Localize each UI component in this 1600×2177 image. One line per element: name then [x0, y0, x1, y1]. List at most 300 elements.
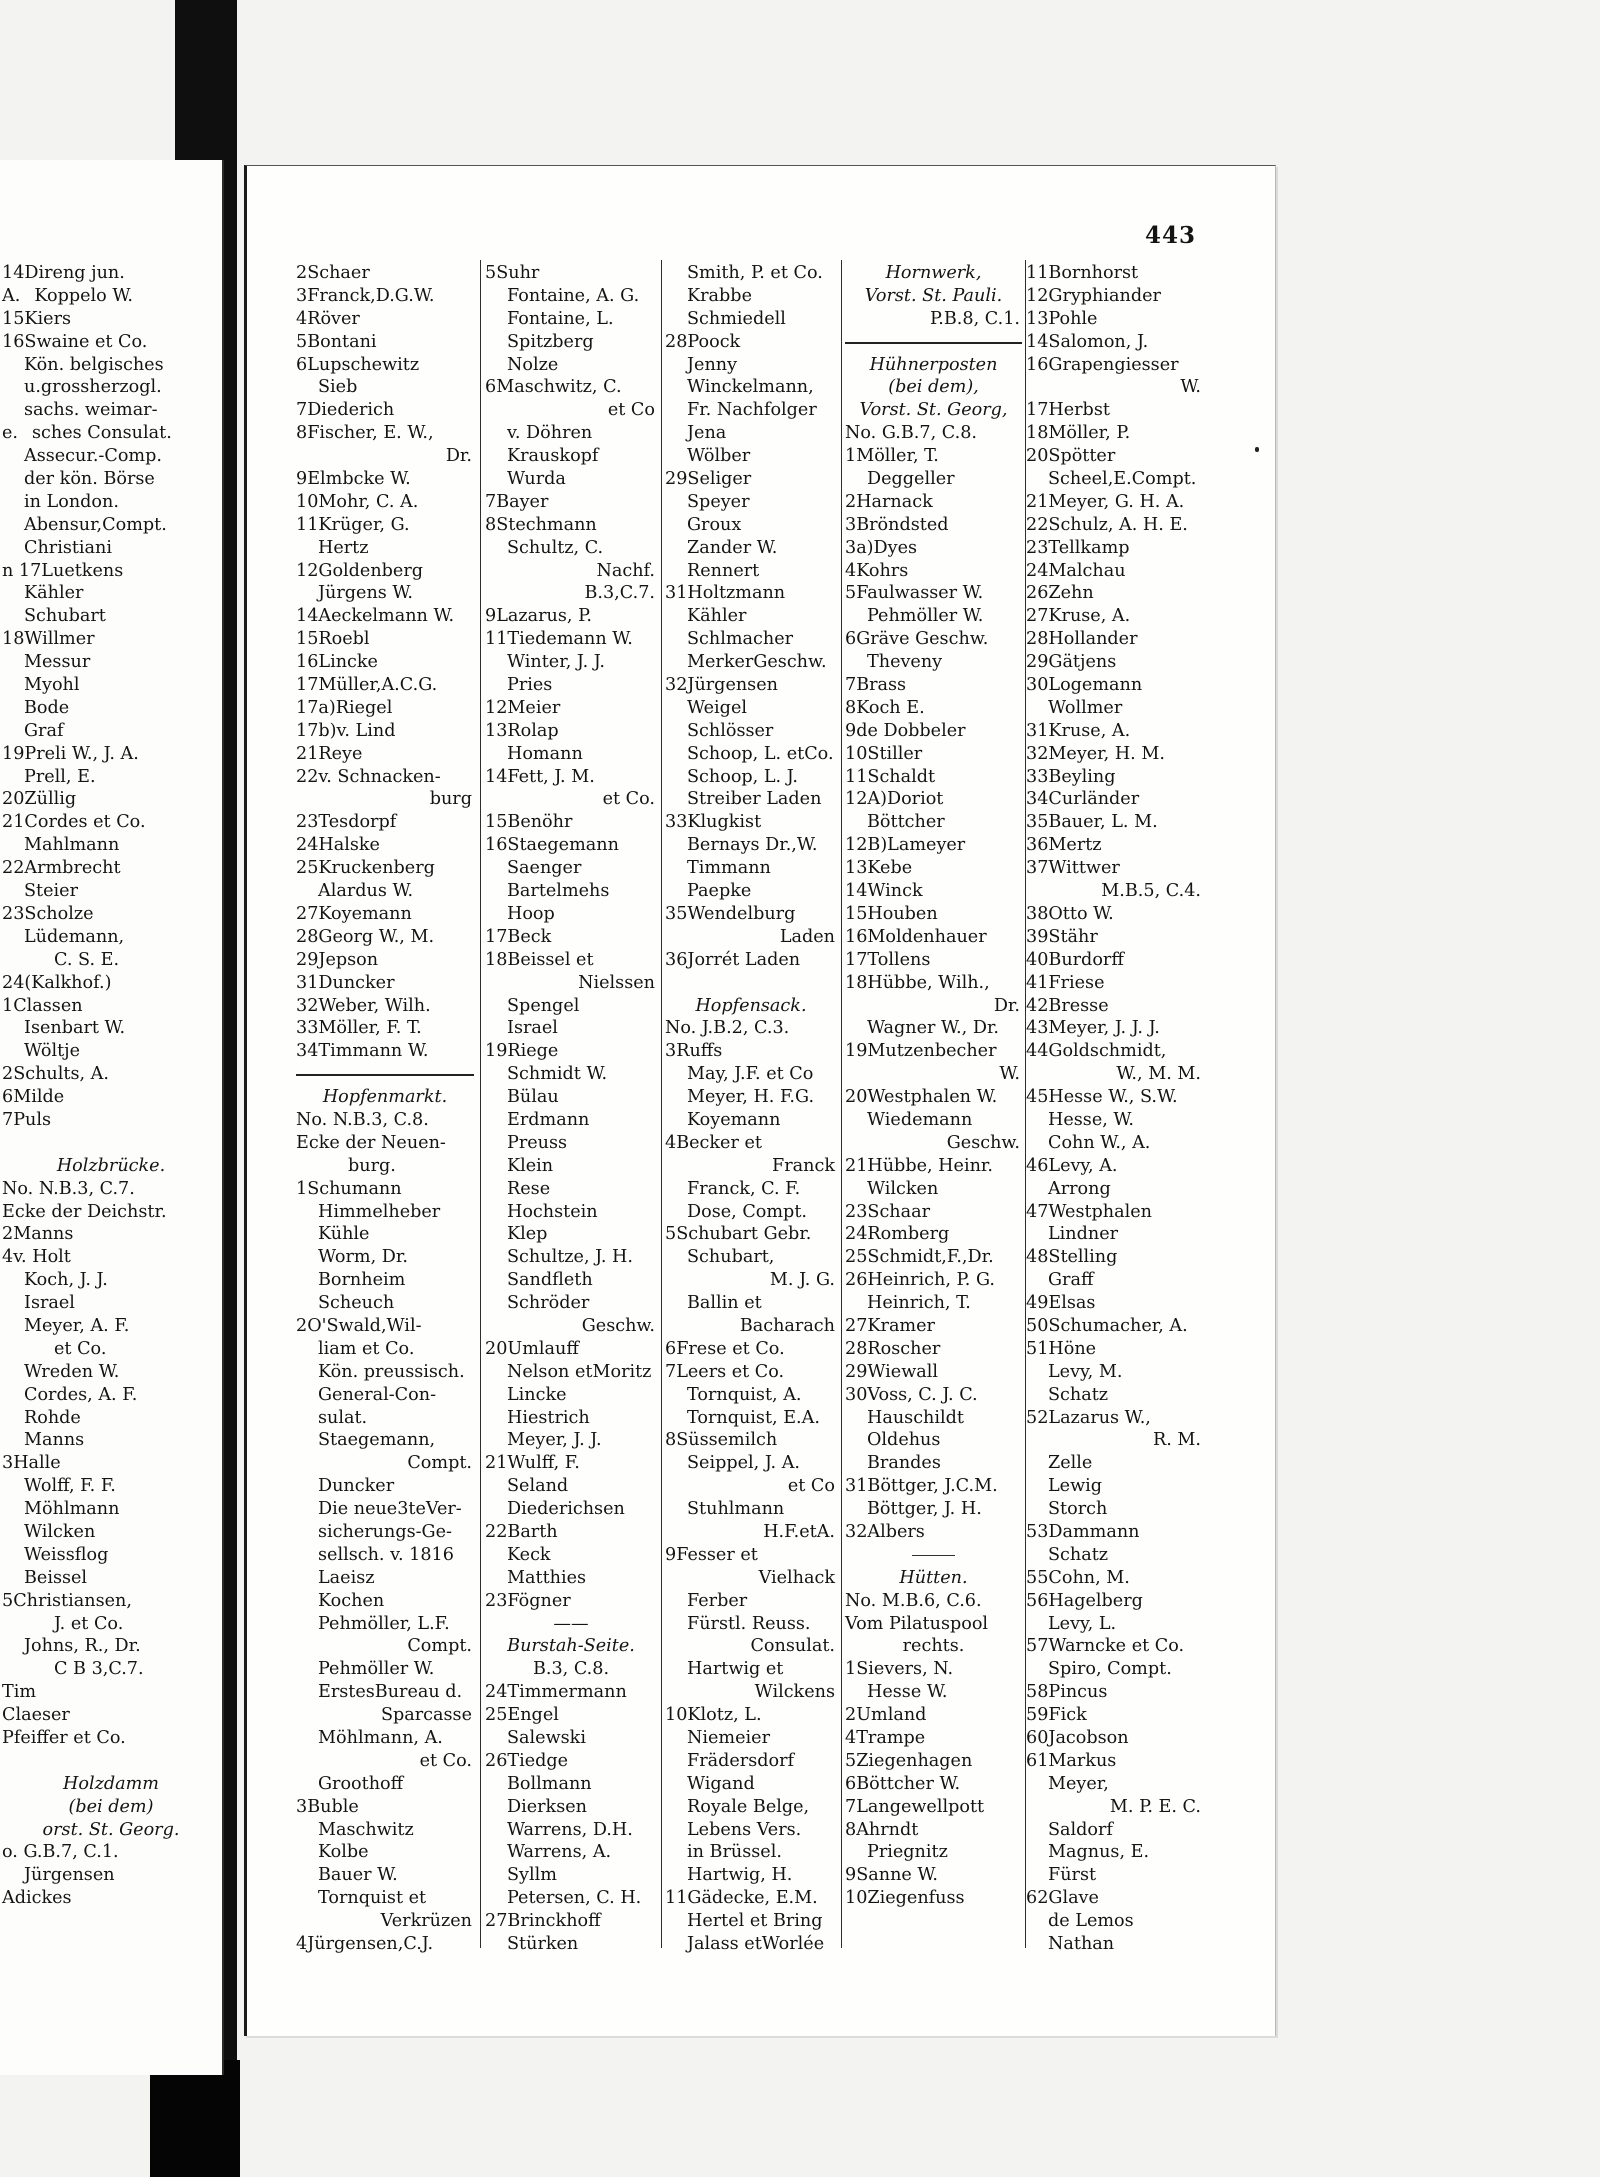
entry-continuation: Schatz: [1048, 1544, 1109, 1565]
directory-entry: 23Tellkamp: [1026, 537, 1130, 558]
entry-continuation: Bartelmehs: [507, 881, 610, 902]
directory-entry: 24(Kalkhof.): [2, 972, 112, 993]
directory-entry: 3Bröndsted: [845, 514, 949, 535]
directory-entry: 29Jepson: [296, 949, 379, 970]
entry-continuation: Magnus, E.: [1048, 1842, 1150, 1863]
entry-continuation: Steier: [24, 881, 78, 902]
entry-continuation: Wurda: [507, 469, 566, 490]
directory-entry: 10Mohr, C. A.: [296, 491, 419, 512]
directory-entry: 21Meyer, G. H. A.: [1026, 491, 1185, 512]
entry-continuation: Stürken: [507, 1934, 579, 1955]
entry-continuation: Theveny: [867, 652, 943, 673]
entry-continuation: Compt.: [407, 1636, 472, 1657]
directory-entry: 52Lazarus W.,: [1026, 1407, 1151, 1428]
entry-continuation: Kochen: [318, 1590, 385, 1611]
entry-continuation: Hertz: [318, 537, 369, 558]
section-rule: [845, 331, 1022, 354]
directory-entry: 26Heinrich, P. G.: [845, 1270, 995, 1291]
directory-entry: 6Gräve Geschw.: [845, 629, 989, 650]
entry-continuation: Lincke: [507, 1384, 567, 1405]
directory-entry: 15Benöhr: [485, 812, 573, 833]
directory-entry: 15Kiers: [2, 308, 72, 329]
directory-entry: 5Bontani: [296, 331, 377, 352]
entry-continuation: Prell, E.: [24, 766, 96, 787]
entry-continuation: Levy, M.: [1048, 1361, 1123, 1382]
entry-continuation: Smith, P. et Co.: [687, 263, 823, 283]
entry-continuation: sachs. weimar-: [24, 400, 158, 421]
entry-continuation: Kühle: [318, 1224, 370, 1245]
entry-continuation: Spiro, Compt.: [1048, 1659, 1172, 1680]
directory-entry: Ecke der Neuen-: [296, 1132, 446, 1153]
entry-continuation: Dr.: [445, 446, 472, 467]
entry-continuation: Schoop, L. J.: [687, 766, 799, 787]
entry-continuation: Pehmöller W.: [318, 1659, 435, 1680]
entry-continuation: Krauskopf: [507, 446, 599, 467]
directory-entry: 24Romberg: [845, 1224, 950, 1245]
entry-continuation: Jalass etWorlée: [687, 1934, 825, 1955]
directory-entry: 2O'Swald,Wil-: [296, 1315, 422, 1336]
entry-continuation: Frädersdorf: [687, 1750, 794, 1771]
entry-continuation: Pehmöller W.: [867, 606, 984, 627]
ink-speck: [1255, 447, 1259, 452]
directory-entry: 4Kohrs: [845, 560, 909, 581]
entry-continuation: Böttcher: [867, 812, 945, 833]
entry-continuation: Nielssen: [578, 972, 655, 993]
directory-entry: 20Züllig: [2, 789, 77, 810]
entry-continuation: Worm, Dr.: [318, 1247, 408, 1268]
directory-entry: 8Ahrndt: [845, 1819, 919, 1840]
entry-name: sches Consulat.: [32, 423, 172, 444]
entry-continuation: Messur: [24, 652, 91, 673]
entry-continuation: in Brüssel.: [687, 1842, 782, 1863]
entry-continuation: J. et Co.: [54, 1613, 124, 1634]
directory-entry: 4Jürgensen,C.J.: [296, 1934, 434, 1955]
directory-entry: No. N.B.3, C.8.: [296, 1109, 429, 1130]
directory-entry: 1Möller, T.: [845, 446, 939, 467]
directory-entry: 26Zehn: [1026, 583, 1094, 604]
entry-continuation: R. M.: [1152, 1430, 1201, 1451]
directory-entry: 2Schaer: [296, 263, 370, 283]
entry-continuation: Böttger, J. H.: [867, 1499, 982, 1520]
directory-entry: 1Classen: [2, 995, 83, 1016]
entry-continuation: Schlösser: [687, 720, 774, 741]
entry-continuation: Meyer,: [1048, 1773, 1109, 1794]
directory-entry: 41Friese: [1026, 972, 1105, 993]
entry-continuation: Dr.: [993, 995, 1020, 1016]
directory-entry: [2, 422, 220, 445]
street-heading: orst. St. Georg.: [42, 1819, 180, 1840]
directory-entry: 21Cordes et Co.: [2, 812, 146, 833]
directory-entry: Adickes: [2, 1888, 72, 1909]
directory-entry: 60Jacobson: [1026, 1728, 1129, 1748]
entry-continuation: Geschw.: [946, 1132, 1020, 1153]
directory-entry: 29Wiewall: [845, 1361, 939, 1382]
directory-entry: 4Röver: [296, 308, 360, 329]
entry-continuation: Abensur,Compt.: [24, 514, 167, 535]
entry-continuation: Deggeller: [867, 469, 955, 490]
section-note: rechts.: [902, 1636, 965, 1657]
entry-continuation: Schoop, L. etCo.: [687, 743, 834, 764]
entry-continuation: Stuhlmann: [687, 1499, 785, 1520]
spacer: [2, 1132, 220, 1155]
entry-continuation: Dose, Compt.: [687, 1201, 807, 1222]
directory-entry: 34Timmann W.: [296, 1041, 429, 1062]
spacer: [665, 972, 837, 995]
entry-continuation: Consulat.: [750, 1636, 835, 1657]
entry-continuation: Wilcken: [24, 1521, 96, 1542]
entry-continuation: Fürstl. Reuss.: [687, 1613, 811, 1634]
directory-entry: 24Timmermann: [485, 1682, 627, 1703]
entry-continuation: Nachf.: [596, 560, 655, 581]
directory-entry: 39Stähr: [1026, 926, 1098, 947]
directory-entry: 22v. Schnacken-: [296, 766, 441, 787]
directory-entry: 13Kebe: [845, 858, 913, 879]
entry-continuation: Paepke: [687, 881, 752, 902]
entry-continuation: M.B.5, C.4.: [1101, 881, 1201, 902]
entry-continuation: Wolff, F. F.: [24, 1476, 116, 1497]
entry-continuation: Preuss: [507, 1132, 568, 1153]
entry-continuation: W.: [1180, 377, 1201, 398]
entry-continuation: Pries: [507, 675, 553, 696]
directory-entry: 18Beissel et: [485, 949, 594, 970]
column-3: [665, 262, 837, 1956]
directory-entry: 21Reye: [296, 743, 363, 764]
directory-entry: 11Tiedemann W.: [485, 629, 633, 650]
entry-continuation: Bollmann: [507, 1773, 592, 1794]
book-gutter-shadow-bottom: [150, 2060, 240, 2177]
entry-continuation: P.B.8, C.1.: [930, 308, 1020, 329]
directory-entry: 49Elsas: [1026, 1293, 1096, 1314]
directory-entry: 25Kruckenberg: [296, 858, 435, 879]
directory-entry: 47Westphalen: [1026, 1201, 1152, 1222]
directory-entry: 6Lupschewitz: [296, 354, 420, 375]
entry-continuation: Bernays Dr.,W.: [687, 835, 818, 856]
entry-continuation: Schmiedell: [687, 308, 786, 329]
entry-continuation: Fontaine, A. G.: [507, 285, 640, 306]
entry-continuation: C. S. E.: [54, 949, 120, 970]
directory-entry: 6Milde: [2, 1087, 65, 1108]
directory-entry: 26Tiedge: [485, 1750, 569, 1771]
entry-continuation: burg: [429, 789, 472, 810]
section-rule: [845, 1544, 1022, 1567]
entry-continuation: Kolbe: [318, 1842, 369, 1863]
entry-continuation: Rohde: [24, 1407, 81, 1428]
directory-entry: 33Beyling: [1026, 766, 1116, 787]
directory-entry: 9Sanne W.: [845, 1865, 939, 1886]
entry-continuation: Beissel: [24, 1567, 88, 1588]
entry-continuation: Scheel,E.Compt.: [1048, 469, 1197, 490]
directory-entry: 10Klotz, L.: [665, 1705, 762, 1726]
entry-continuation: Mahlmann: [24, 835, 120, 856]
directory-entry: 27Koyemann: [296, 903, 412, 924]
entry-continuation: der kön. Börse: [24, 469, 155, 490]
directory-entry: 19Mutzenbecher: [845, 1041, 997, 1062]
section-rule: [296, 1063, 474, 1086]
directory-entry: [2, 285, 220, 308]
directory-entry: 32Meyer, H. M.: [1026, 743, 1165, 764]
directory-entry: 37Wittwer: [1026, 858, 1120, 879]
entry-fragment: A.: [2, 285, 21, 306]
page-number: 443: [1145, 222, 1197, 249]
street-heading: Burstah-Seite.: [507, 1636, 635, 1657]
directory-entry: 40Burdorff: [1026, 949, 1124, 970]
directory-entry: 16Swaine et Co.: [2, 331, 148, 352]
entry-continuation: B.3,C.7.: [584, 583, 655, 604]
directory-entry: 23Schaar: [845, 1201, 931, 1222]
entry-continuation: Franck: [772, 1155, 835, 1176]
directory-entry: 18Möller, P.: [1026, 423, 1131, 444]
directory-entry: 28Hollander: [1026, 629, 1138, 650]
directory-entry: 7Puls: [2, 1109, 52, 1130]
directory-entry: 43Meyer, J. J. J.: [1026, 1018, 1160, 1039]
street-heading: Hornwerk,: [885, 263, 982, 283]
entry-continuation: de Lemos: [1048, 1911, 1134, 1932]
entry-continuation: Hochstein: [507, 1201, 598, 1222]
entry-continuation: Isenbart W.: [24, 1018, 126, 1039]
entry-continuation: Sieb: [318, 377, 358, 398]
directory-entry: 12A)Doriot: [845, 789, 944, 810]
entry-continuation: Warrens, A.: [507, 1842, 612, 1863]
street-heading: Vorst. St. Pauli.: [864, 285, 1003, 306]
directory-entry: 34Curländer: [1026, 789, 1140, 810]
directory-entry: 10Ziegenfuss: [845, 1888, 965, 1909]
entry-continuation: Hoop: [507, 903, 555, 924]
column-divider: [480, 260, 481, 1948]
directory-entry: 42Bresse: [1026, 995, 1109, 1016]
directory-entry: 19Riege: [485, 1041, 559, 1062]
directory-entry: 53Dammann: [1026, 1521, 1140, 1542]
entry-continuation: Brandes: [867, 1453, 941, 1474]
entry-continuation: sulat.: [318, 1407, 368, 1428]
entry-continuation: Wölber: [687, 446, 751, 467]
entry-continuation: W., M. M.: [1116, 1064, 1201, 1085]
column-divider: [841, 260, 842, 1948]
entry-continuation: Groothoff: [318, 1773, 404, 1794]
directory-entry: 23Tesdorpf: [296, 812, 397, 833]
directory-entry: 3a)Dyes: [845, 537, 918, 558]
entry-continuation: Fürst: [1048, 1865, 1097, 1886]
directory-entry: 17a)Riegel: [296, 697, 393, 718]
entry-continuation: Koch, J. J.: [24, 1270, 108, 1291]
directory-entry: 2Manns: [2, 1224, 74, 1245]
entry-continuation: Israel: [507, 1018, 558, 1039]
entry-continuation: et Co: [787, 1476, 835, 1497]
spacer: [2, 1750, 220, 1773]
entry-continuation: Koyemann: [687, 1109, 781, 1130]
entry-continuation: W.: [999, 1064, 1020, 1085]
entry-continuation: Myohl: [24, 675, 80, 696]
directory-entry: 55Cohn, M.: [1026, 1567, 1130, 1588]
street-heading: Vorst. St. Georg,: [859, 400, 1008, 421]
directory-entry: 21Hübbe, Heinr.: [845, 1155, 993, 1176]
entry-continuation: Cohn W., A.: [1048, 1132, 1151, 1153]
entry-continuation: Nelson etMoritz: [507, 1361, 652, 1382]
directory-entry: 38Otto W.: [1026, 903, 1114, 924]
entry-continuation: Fontaine, L.: [507, 308, 614, 329]
directory-entry: 45Hesse W., S.W.: [1026, 1087, 1178, 1108]
directory-entry: 20Spötter: [1026, 446, 1116, 467]
directory-entry: 15Roebl: [296, 629, 370, 650]
directory-entry: 27Kramer: [845, 1315, 935, 1336]
entry-continuation: Storch: [1048, 1499, 1108, 1520]
directory-entry: 2Umland: [845, 1705, 927, 1726]
directory-entry: 21Wulff, F.: [485, 1453, 580, 1474]
entry-fragment: e.: [2, 423, 19, 444]
entry-continuation: Möhlmann: [24, 1499, 120, 1520]
directory-entry: 14Winck: [845, 881, 923, 902]
directory-entry: 8Fischer, E. W.,: [296, 423, 434, 444]
entry-continuation: Tornquist, A.: [687, 1384, 802, 1405]
entry-continuation: Keck: [507, 1544, 551, 1565]
directory-entry: 46Levy, A.: [1026, 1155, 1118, 1176]
entry-continuation: Assecur.-Comp.: [24, 446, 162, 467]
directory-entry: 23Fögner: [485, 1590, 571, 1611]
entry-continuation: Petersen, C. H.: [507, 1888, 642, 1909]
directory-entry: 14Salomon, J.: [1026, 331, 1149, 352]
entry-continuation: Wilcken: [867, 1178, 939, 1199]
entry-continuation: v. Döhren: [507, 423, 593, 444]
entry-continuation: Homann: [507, 743, 583, 764]
entry-continuation: Zelle: [1048, 1453, 1093, 1474]
entry-continuation: Rese: [507, 1178, 551, 1199]
entry-name: Koppelo W.: [34, 285, 133, 306]
directory-entry: 29Seliger: [665, 469, 752, 490]
column-2: [485, 262, 657, 1956]
directory-entry: 2Schults, A.: [2, 1064, 109, 1085]
entry-continuation: Fr. Nachfolger: [687, 400, 817, 421]
directory-entry: 28Georg W., M.: [296, 926, 435, 947]
entry-continuation: Spengel: [507, 995, 580, 1016]
street-heading: Hopfensack.: [695, 995, 807, 1016]
entry-continuation: Sandfleth: [507, 1270, 593, 1291]
entry-continuation: Jürgensen: [24, 1865, 115, 1886]
column-divider: [661, 260, 662, 1948]
directory-entry: 59Fick: [1026, 1705, 1087, 1726]
entry-continuation: Schultz, C.: [507, 537, 604, 558]
entry-continuation: Hesse, W.: [1048, 1109, 1135, 1130]
directory-entry: 12B)Lameyer: [845, 835, 966, 856]
entry-continuation: Lindner: [1048, 1224, 1119, 1245]
entry-continuation: Duncker: [318, 1476, 395, 1497]
entry-continuation: Saenger: [507, 858, 582, 879]
directory-entry: 11Krüger, G.: [296, 514, 410, 535]
entry-continuation: Dierksen: [507, 1796, 587, 1817]
directory-entry: 9de Dobbeler: [845, 720, 966, 741]
entry-continuation: Cordes, A. F.: [24, 1384, 138, 1405]
directory-entry: No. M.B.6, C.6.: [845, 1590, 982, 1611]
entry-continuation: Wreden W.: [24, 1361, 120, 1382]
directory-entry: 25Engel: [485, 1705, 559, 1726]
entry-continuation: Hiestrich: [507, 1407, 590, 1428]
entry-continuation: Lebens Vers.: [687, 1819, 802, 1840]
entry-continuation: Schröder: [507, 1293, 590, 1314]
directory-entry: 16Lincke: [296, 652, 378, 673]
entry-continuation: Royale Belge,: [687, 1796, 810, 1817]
directory-entry: No. G.B.7, C.8.: [845, 423, 977, 444]
column-0: [2, 262, 220, 1910]
entry-continuation: Bauer W.: [318, 1865, 398, 1886]
directory-entry: 30Voss, C. J. C.: [845, 1384, 978, 1405]
entry-continuation: Graff: [1048, 1270, 1094, 1291]
entry-continuation: Arrong: [1048, 1178, 1111, 1199]
street-heading: (bei dem): [68, 1796, 154, 1817]
directory-entry: 4Becker et: [665, 1132, 762, 1153]
entry-continuation: Johns, R., Dr.: [24, 1636, 141, 1657]
section-note: ——: [553, 1613, 589, 1634]
entry-continuation: Ballin et: [687, 1293, 762, 1314]
entry-continuation: Priegnitz: [867, 1842, 948, 1863]
directory-entry: Tim: [2, 1682, 37, 1703]
entry-continuation: ErstesBureau d.: [318, 1682, 463, 1703]
entry-continuation: Franck, C. F.: [687, 1178, 801, 1199]
entry-continuation: Speyer: [687, 491, 750, 512]
entry-continuation: Verkrüzen: [380, 1911, 472, 1932]
entry-continuation: Kön. belgisches: [24, 354, 164, 375]
entry-continuation: M. P. E. C.: [1109, 1796, 1201, 1817]
entry-continuation: General-Con-: [318, 1384, 437, 1405]
entry-continuation: Hartwig et: [687, 1659, 784, 1680]
entry-continuation: Klep: [507, 1224, 548, 1245]
entry-continuation: Lüdemann,: [24, 926, 125, 947]
directory-entry: 29Gätjens: [1026, 652, 1117, 673]
entry-continuation: Hesse W.: [867, 1682, 948, 1703]
entry-continuation: Vielhack: [758, 1567, 835, 1588]
entry-continuation: Alardus W.: [318, 881, 414, 902]
directory-entry: Claeser: [2, 1705, 70, 1726]
entry-continuation: Bacharach: [739, 1315, 835, 1336]
directory-entry: 31Duncker: [296, 972, 395, 993]
directory-entry: No. J.B.2, C.3.: [665, 1018, 790, 1039]
directory-entry: 14Fett, J. M.: [485, 766, 595, 787]
entry-continuation: Weigel: [687, 697, 747, 718]
directory-entry: 36Jorrét Laden: [665, 949, 801, 970]
entry-continuation: Israel: [24, 1293, 75, 1314]
directory-entry: 14Direng jun.: [2, 263, 125, 283]
entry-continuation: Salewski: [507, 1728, 586, 1748]
directory-entry: 32Weber, Wilh.: [296, 995, 431, 1016]
entry-continuation: Christiani: [24, 537, 113, 558]
directory-entry: 6Frese et Co.: [665, 1338, 785, 1359]
directory-entry: 31Holtzmann: [665, 583, 786, 604]
directory-entry: No. N.B.3, C.7.: [2, 1178, 135, 1199]
entry-continuation: Lewig: [1048, 1476, 1103, 1497]
directory-entry: 7Bayer: [485, 491, 549, 512]
directory-entry: 17Beck: [485, 926, 552, 947]
entry-continuation: Bülau: [507, 1087, 559, 1108]
entry-continuation: Spitzberg: [507, 331, 594, 352]
directory-entry: 28Poock: [665, 331, 741, 352]
entry-continuation: Levy, L.: [1048, 1613, 1117, 1634]
entry-continuation: sellsch. v. 1816: [318, 1544, 454, 1565]
directory-entry: 62Glave: [1026, 1888, 1099, 1909]
directory-entry: 23Scholze: [2, 903, 94, 924]
entry-continuation: Seippel, J. A.: [687, 1453, 801, 1474]
directory-entry: 31Böttger, J.C.M.: [845, 1476, 998, 1497]
directory-entry: 44Goldschmidt,: [1026, 1041, 1167, 1062]
directory-entry: 2Harnack: [845, 491, 933, 512]
entry-continuation: et Co.: [602, 789, 655, 810]
directory-entry: 27Kruse, A.: [1026, 606, 1131, 627]
street-heading: Hopfenmarkt.: [322, 1087, 448, 1108]
entry-continuation: Wöltje: [24, 1041, 81, 1062]
directory-entry: 20Umlauff: [485, 1338, 579, 1359]
entry-continuation: Jürgens W.: [318, 583, 414, 604]
section-note: B.3, C.8.: [532, 1659, 610, 1680]
entry-continuation: Wiedemann: [867, 1109, 973, 1130]
entry-continuation: Schlmacher: [687, 629, 794, 650]
entry-continuation: Streiber Laden: [687, 789, 822, 810]
directory-entry: Pfeiffer et Co.: [2, 1728, 126, 1748]
